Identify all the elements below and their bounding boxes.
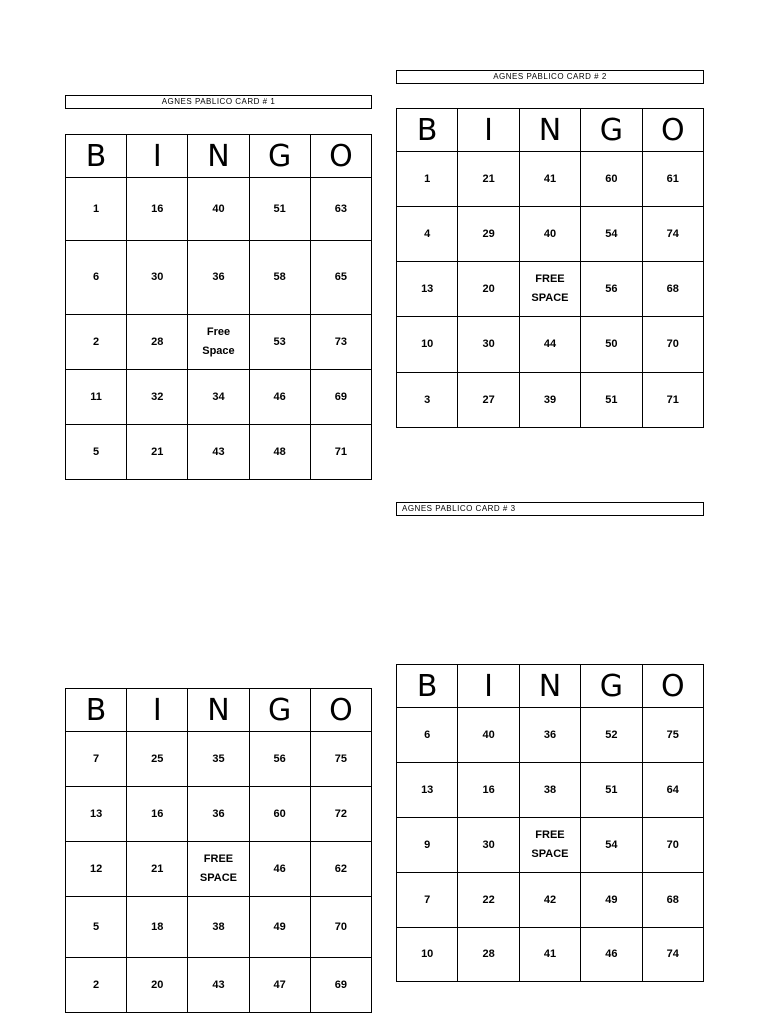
number-cell: 70 xyxy=(642,818,703,873)
number-cell: 32 xyxy=(127,370,188,425)
card-row xyxy=(66,241,372,315)
header-letter: N xyxy=(188,689,249,732)
header-letter: I xyxy=(458,109,519,152)
card-row xyxy=(66,370,372,425)
number-cell: 36 xyxy=(188,787,249,842)
header-letter: B xyxy=(397,665,458,708)
header-row xyxy=(397,109,704,152)
number-cell: 63 xyxy=(310,178,371,241)
number-cell: 1 xyxy=(397,152,458,207)
number-cell: 74 xyxy=(642,207,703,262)
header-letter: G xyxy=(581,109,642,152)
header-letter: O xyxy=(642,109,703,152)
number-cell: 46 xyxy=(249,842,310,897)
card-row xyxy=(397,873,704,928)
number-cell: 40 xyxy=(188,178,249,241)
number-cell: FREE SPACE xyxy=(519,262,580,317)
header-letter: N xyxy=(519,665,580,708)
number-cell: 20 xyxy=(127,958,188,1013)
number-cell: 62 xyxy=(310,842,371,897)
number-cell: 6 xyxy=(397,708,458,763)
number-cell: 7 xyxy=(397,873,458,928)
number-cell: 52 xyxy=(581,708,642,763)
bingo-card-1 xyxy=(65,134,372,480)
card-row xyxy=(397,708,704,763)
card-row xyxy=(66,787,372,842)
number-cell: 64 xyxy=(642,763,703,818)
number-cell: 71 xyxy=(310,425,371,480)
number-cell: 5 xyxy=(66,897,127,958)
header-letter: N xyxy=(519,109,580,152)
card-row xyxy=(66,178,372,241)
number-cell: 41 xyxy=(519,152,580,207)
number-cell: 13 xyxy=(397,262,458,317)
number-cell: 1 xyxy=(66,178,127,241)
number-cell: 68 xyxy=(642,262,703,317)
number-cell: 10 xyxy=(397,317,458,373)
number-cell: 35 xyxy=(188,732,249,787)
number-cell: 28 xyxy=(127,315,188,370)
number-cell: 46 xyxy=(249,370,310,425)
number-cell: 69 xyxy=(310,958,371,1013)
card-row xyxy=(66,425,372,480)
number-cell: 16 xyxy=(127,178,188,241)
number-cell: 70 xyxy=(310,897,371,958)
number-cell: 2 xyxy=(66,958,127,1013)
number-cell: 43 xyxy=(188,425,249,480)
number-cell: 30 xyxy=(458,818,519,873)
number-cell: FREE SPACE xyxy=(519,818,580,873)
number-cell: 40 xyxy=(519,207,580,262)
card-row xyxy=(397,373,704,428)
number-cell: 54 xyxy=(581,207,642,262)
number-cell: 2 xyxy=(66,315,127,370)
number-cell: 49 xyxy=(249,897,310,958)
card-row xyxy=(66,732,372,787)
number-cell: 50 xyxy=(581,317,642,373)
number-cell: 25 xyxy=(127,732,188,787)
number-cell: 21 xyxy=(127,842,188,897)
number-cell: 29 xyxy=(458,207,519,262)
number-cell: 21 xyxy=(127,425,188,480)
number-cell: 68 xyxy=(642,873,703,928)
card2-title: AGNES PABLICO CARD # 2 xyxy=(396,70,704,84)
number-cell: 10 xyxy=(397,928,458,982)
card-row xyxy=(66,897,372,958)
number-cell: 5 xyxy=(66,425,127,480)
number-cell: 75 xyxy=(310,732,371,787)
header-letter: I xyxy=(458,665,519,708)
number-cell: 16 xyxy=(458,763,519,818)
number-cell: 27 xyxy=(458,373,519,428)
header-letter: B xyxy=(66,135,127,178)
number-cell: 49 xyxy=(581,873,642,928)
number-cell: 20 xyxy=(458,262,519,317)
number-cell: 22 xyxy=(458,873,519,928)
number-cell: 47 xyxy=(249,958,310,1013)
number-cell: 11 xyxy=(66,370,127,425)
number-cell: 21 xyxy=(458,152,519,207)
card-row xyxy=(66,842,372,897)
card-row xyxy=(397,818,704,873)
header-letter: O xyxy=(310,689,371,732)
number-cell: 13 xyxy=(66,787,127,842)
number-cell: 30 xyxy=(127,241,188,315)
number-cell: 58 xyxy=(249,241,310,315)
header-letter: N xyxy=(188,135,249,178)
number-cell: 60 xyxy=(249,787,310,842)
number-cell: 13 xyxy=(397,763,458,818)
header-letter: I xyxy=(127,135,188,178)
number-cell: 36 xyxy=(188,241,249,315)
header-letter: G xyxy=(249,689,310,732)
number-cell: 39 xyxy=(519,373,580,428)
header-letter: G xyxy=(249,135,310,178)
number-cell: 44 xyxy=(519,317,580,373)
number-cell: 4 xyxy=(397,207,458,262)
number-cell: 42 xyxy=(519,873,580,928)
number-cell: 3 xyxy=(397,373,458,428)
number-cell: Free Space xyxy=(188,315,249,370)
number-cell: 51 xyxy=(249,178,310,241)
header-row xyxy=(66,135,372,178)
header-letter: O xyxy=(310,135,371,178)
card-row xyxy=(397,928,704,982)
card-row xyxy=(397,262,704,317)
number-cell: 70 xyxy=(642,317,703,373)
number-cell: 38 xyxy=(188,897,249,958)
bingo-card-4 xyxy=(65,688,372,1013)
number-cell: 40 xyxy=(458,708,519,763)
card3-title: AGNES PABLICO CARD # 3 xyxy=(396,502,704,516)
number-cell: FREE SPACE xyxy=(188,842,249,897)
number-cell: 56 xyxy=(249,732,310,787)
number-cell: 30 xyxy=(458,317,519,373)
number-cell: 41 xyxy=(519,928,580,982)
number-cell: 51 xyxy=(581,763,642,818)
bingo-card-3 xyxy=(396,664,704,982)
card-row xyxy=(66,958,372,1013)
number-cell: 65 xyxy=(310,241,371,315)
number-cell: 12 xyxy=(66,842,127,897)
card1-title: AGNES PABLICO CARD # 1 xyxy=(65,95,372,109)
header-letter: B xyxy=(66,689,127,732)
number-cell: 53 xyxy=(249,315,310,370)
number-cell: 69 xyxy=(310,370,371,425)
number-cell: 7 xyxy=(66,732,127,787)
number-cell: 54 xyxy=(581,818,642,873)
number-cell: 48 xyxy=(249,425,310,480)
number-cell: 16 xyxy=(127,787,188,842)
header-letter: G xyxy=(581,665,642,708)
bingo-card-2 xyxy=(396,108,704,428)
number-cell: 43 xyxy=(188,958,249,1013)
number-cell: 46 xyxy=(581,928,642,982)
card-row xyxy=(397,207,704,262)
number-cell: 51 xyxy=(581,373,642,428)
card-row xyxy=(397,317,704,373)
number-cell: 72 xyxy=(310,787,371,842)
number-cell: 75 xyxy=(642,708,703,763)
number-cell: 18 xyxy=(127,897,188,958)
number-cell: 28 xyxy=(458,928,519,982)
card-row xyxy=(397,763,704,818)
number-cell: 61 xyxy=(642,152,703,207)
card-row xyxy=(397,152,704,207)
number-cell: 71 xyxy=(642,373,703,428)
number-cell: 73 xyxy=(310,315,371,370)
header-letter: O xyxy=(642,665,703,708)
header-row xyxy=(397,665,704,708)
number-cell: 38 xyxy=(519,763,580,818)
header-letter: I xyxy=(127,689,188,732)
header-letter: B xyxy=(397,109,458,152)
number-cell: 36 xyxy=(519,708,580,763)
number-cell: 60 xyxy=(581,152,642,207)
card-row xyxy=(66,315,372,370)
number-cell: 56 xyxy=(581,262,642,317)
number-cell: 74 xyxy=(642,928,703,982)
number-cell: 34 xyxy=(188,370,249,425)
number-cell: 9 xyxy=(397,818,458,873)
number-cell: 6 xyxy=(66,241,127,315)
header-row xyxy=(66,689,372,732)
